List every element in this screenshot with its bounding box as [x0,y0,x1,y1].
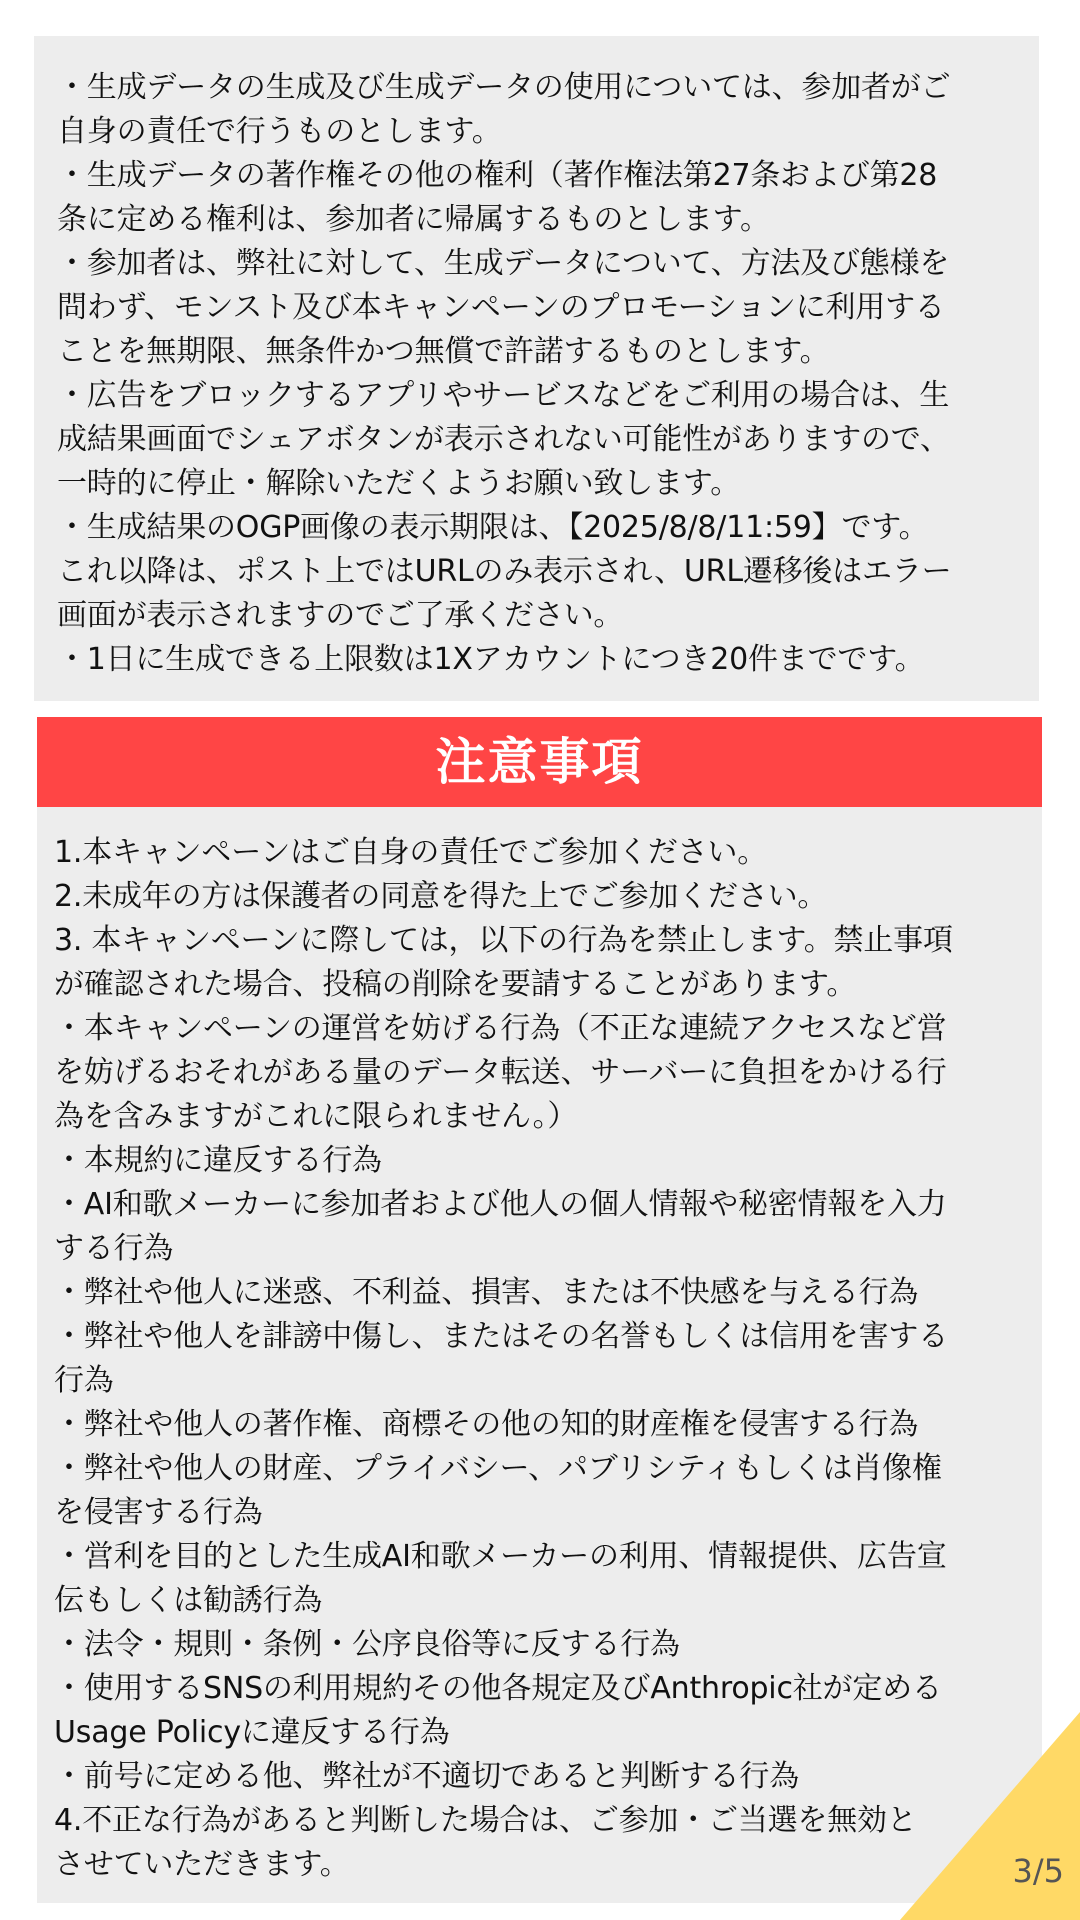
notice-title: 注意事項 [37,717,1042,807]
notice-line: ・AI和歌メーカーに参加者および他人の個人情報や秘密情報を入力 [54,1187,947,1222]
notice-line: ・弊社や他人の著作権、商標その他の知的財産権を侵害する行為 [54,1407,919,1442]
terms-line: 成結果画面でシェアボタンが表示されない可能性がありますので、 [57,422,950,457]
terms-line: 一時的に停止・解除いただくようお願い致します。 [57,466,740,501]
notice-line: ・営利を目的とした生成AI和歌メーカーの利用、情報提供、広告宣 [54,1539,947,1574]
notice-line: 1.本キャンペーンはご自身の責任でご参加ください。 [54,835,768,870]
notice-line: 為を含みますがこれに限られません。） [54,1099,578,1134]
notice-line: 3. 本キャンペーンに際しては，以下の行為を禁止します。禁止事項 [54,923,953,958]
terms-line: 自身の責任で行うものとします。 [57,114,502,149]
notice-line: ・前号に定める他、弊社が不適切であると判断する行為 [54,1759,799,1794]
terms-line: ・生成結果のOGP画像の表示期限は、【2025/8/8/11:59】です。 [57,510,929,545]
notice-line: Usage Policyに違反する行為 [54,1715,450,1750]
notice-line: ・本規約に違反する行為 [54,1143,382,1178]
terms-panel-top [34,36,1039,701]
notice-line: 4.不正な行為があると判断した場合は、ご参加・ご当選を無効と [54,1803,917,1838]
notice-line: ・法令・規則・条例・公序良俗等に反する行為 [54,1627,680,1662]
terms-line: ・参加者は、弊社に対して、生成データについて、方法及び態様を [57,246,950,281]
notice-line: ・使用するSNSの利用規約その他各規定及びAnthropic社が定める [54,1671,942,1706]
notice-line: ・弊社や他人を誹謗中傷し、またはその名誉もしくは信用を害する [54,1319,948,1354]
terms-line: 条に定める権利は、参加者に帰属するものとします。 [57,202,770,237]
notice-line: ・本キャンペーンの運営を妨げる行為（不正な連続アクセスなど営 [54,1011,947,1046]
notice-line: が確認された場合、投稿の削除を要請することがあります。 [54,967,857,1002]
notice-line: を妨げるおそれがある量のデータ転送、サーバーに負担をかける行 [54,1055,947,1090]
notice-line: ・弊社や他人の財産、プライバシー、パブリシティもしくは肖像権 [54,1451,942,1486]
notice-line: ・弊社や他人に迷惑、不利益、損害、または不快感を与える行為 [54,1275,919,1310]
terms-line: ことを無期限、無条件かつ無償で許諾するものとします。 [57,334,830,369]
notice-line: 伝もしくは勧誘行為 [54,1583,323,1618]
notice-line: する行為 [54,1231,174,1266]
notice-line: 2.未成年の方は保護者の同意を得た上でご参加ください。 [54,879,828,914]
terms-line: ・生成データの生成及び生成データの使用については、参加者がご [57,70,951,105]
notice-line: させていただきます。 [54,1847,350,1882]
terms-line: ・生成データの著作権その他の権利（著作権法第27条および第28 [57,158,938,193]
terms-line: ・広告をブロックするアプリやサービスなどをご利用の場合は、生 [57,378,950,413]
terms-line: 問わず、モンスト及び本キャンペーンのプロモーションに利用する [57,290,945,325]
terms-line: 画面が表示されますのでご了承ください。 [57,598,624,633]
page-indicator: 3/5 [1012,1852,1064,1890]
terms-line: これ以降は、ポスト上ではURLのみ表示され、URL遷移後はエラー [57,554,952,589]
notice-panel [37,807,1042,1903]
notice-line: 行為 [54,1363,114,1398]
terms-line: ・1日に生成できる上限数は1Xアカウントにつき20件までです。 [57,642,925,677]
notice-line: を侵害する行為 [54,1495,263,1530]
